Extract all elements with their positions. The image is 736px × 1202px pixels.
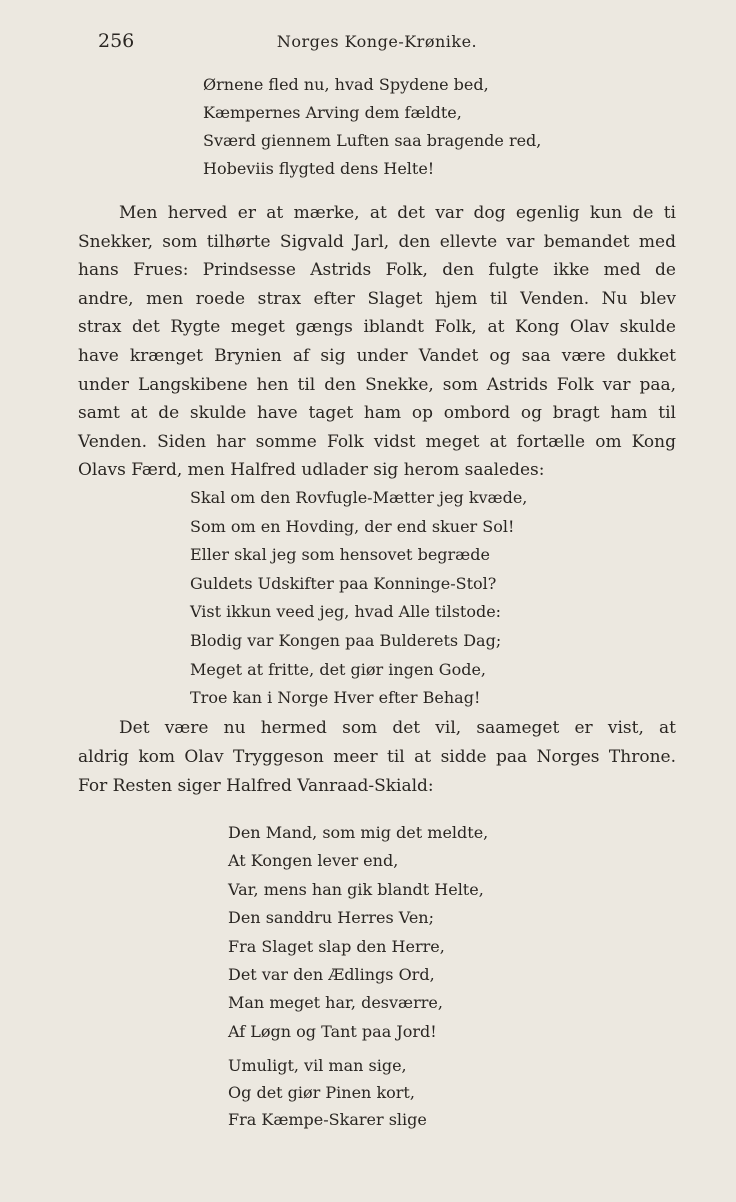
verse-line: Som om en Hovding, der end skuer Sol!: [190, 516, 515, 536]
prose-line: have krænget Brynien af sig under Vandet og saa være dukket: [78, 345, 676, 366]
verse-line: Meget at fritte, det giør ingen Gode,: [190, 659, 487, 679]
verse-line: Var, mens han gik blandt Helte,: [228, 879, 484, 899]
verse-line: Blodig var Kongen paa Bulderets Dag;: [190, 630, 502, 650]
verse-stanza: [190, 484, 527, 713]
verse-stanza: [228, 819, 488, 1046]
verse-line: Den sanddru Herres Ven;: [228, 908, 434, 928]
verse-line: Troe kan i Norge Hver efter Behag!: [190, 688, 481, 708]
prose-line: Olavs Færd, men Halfred udlader sig herom saaledes:: [78, 460, 545, 481]
verse-line: Skal om den Rovfugle-Mætter jeg kvæde,: [190, 488, 528, 507]
verse-line: Umuligt, vil man sige,: [228, 1056, 407, 1075]
verse-line: Eller skal jeg som hensovet begræde: [190, 545, 490, 565]
prose-line: under Langskibene hen til den Snekke, som Astrids Folk var paa,: [78, 374, 676, 395]
verse-line: Kæmpernes Arving dem fældte,: [203, 103, 462, 122]
verse-line: Guldets Udskifter paa Konninge-Stol?: [190, 573, 497, 593]
prose-line: For Resten siger Halfred Vanraad-Skiald:: [78, 776, 434, 796]
prose-line: strax det Rygte meget gængs iblandt Folk, at Kong Olav skulde: [78, 317, 676, 338]
verse-line: At Kongen lever end,: [228, 851, 399, 871]
verse-line: Hobeviis flygted dens Helte!: [203, 159, 435, 178]
page-number: 256: [98, 30, 135, 52]
prose-paragraph: [78, 714, 676, 801]
verse-line: Sværd giennem Luften saa bragende red,: [203, 131, 542, 150]
prose-line: hans Frues: Prindsesse Astrids Folk, den fulgte ikke med de: [78, 260, 676, 281]
prose-line: Men herved er at mærke, at det var dog egenlig kun de ti: [119, 203, 676, 223]
prose-line: Snekker, som tilhørte Sigvald Jarl, den ellevte var bemandet med: [78, 231, 676, 252]
prose-line: Venden. Siden har somme Folk vidst meget at fortælle om Kong: [78, 431, 676, 452]
verse-stanza: [203, 71, 541, 183]
verse-line: Man meget har, desværre,: [228, 993, 443, 1013]
verse-line: Det var den Ædlings Ord,: [228, 965, 435, 985]
verse-line: Af Løgn og Tant paa Jord!: [228, 1021, 437, 1041]
prose-line: andre, men roede strax efter Slaget hjem til Venden. Nu blev: [78, 288, 676, 309]
running-title: Norges Konge-Krønike.: [276, 32, 478, 51]
page-header: [78, 30, 676, 58]
verse-line: Fra Kæmpe-Skarer slige: [228, 1110, 427, 1129]
verse-line: Den Mand, som mig det meldte,: [228, 823, 489, 842]
prose-line: Det være nu hermed som det vil, saameget er vist, at: [119, 718, 676, 738]
prose-line: samt at de skulde have taget ham op ombord og bragt ham til: [78, 403, 676, 424]
verse-line: Fra Slaget slap den Herre,: [228, 936, 445, 956]
verse-line: Og det giør Pinen kort,: [228, 1083, 415, 1102]
verse-line: Ørnene fled nu, hvad Spydene bed,: [203, 75, 489, 94]
verse-line: Vist ikkun veed jeg, hvad Alle tilstode:: [190, 602, 502, 622]
verse-stanza: [228, 1052, 427, 1133]
prose-paragraph: [78, 199, 676, 485]
prose-line: aldrig kom Olav Tryggeson meer til at sidde paa Norges Throne.: [78, 747, 676, 767]
